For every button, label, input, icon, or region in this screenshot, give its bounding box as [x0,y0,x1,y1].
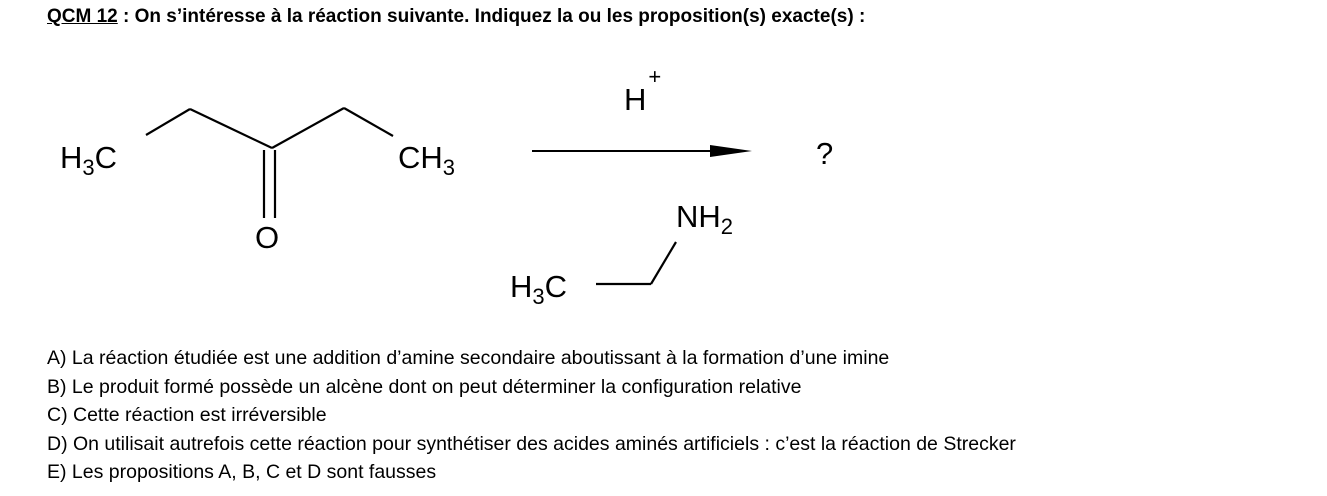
catalyst-label: H+ [624,64,662,117]
answer-options [47,344,1016,487]
ketone-ch3-label: $CH_3$ [398,140,456,180]
amine-structure [596,242,676,284]
amine-h3c-label: $H_3C$ [510,269,568,309]
amine-nh2-label: $NH_2$ [676,199,734,239]
bond-c2-c3 [190,109,272,148]
option-e: E) Les propositions A, B, C et D sont fausses [47,461,437,483]
option-d: D) On utilisait autrefois cette réaction pour synthétiser des acides aminés artificiels : c’est la réaction de Strecker [47,432,1016,455]
product-unknown: ? [816,136,834,171]
reaction-arrow [532,145,752,157]
carbonyl-oxygen-label: O [255,220,280,255]
bond-c3-c4 [272,108,344,148]
option-b: B) Le produit formé possède un alcène dont on peut déterminer la configuration relative [47,375,802,398]
option-a: A) La réaction étudiée est une addition d’amine secondaire aboutissant à la formation d’une imine [47,347,890,369]
bond-c-n [651,242,676,284]
ketone-structure [146,108,393,218]
ketone-h3c-label: $H_3C$ [60,140,118,180]
question-title [47,6,865,28]
option-c: C) Cette réaction est irréversible [47,404,327,426]
question-separator: : [117,6,135,27]
bond-c1-c2 [146,109,190,135]
bond-c4-c5 [344,108,393,136]
reaction-scheme [0,40,1327,330]
question-text: On s’intéresse à la réaction suivante. Indiquez la ou les proposition(s) exacte(s) : [134,6,866,27]
question-number: QCM 12 [47,6,118,27]
